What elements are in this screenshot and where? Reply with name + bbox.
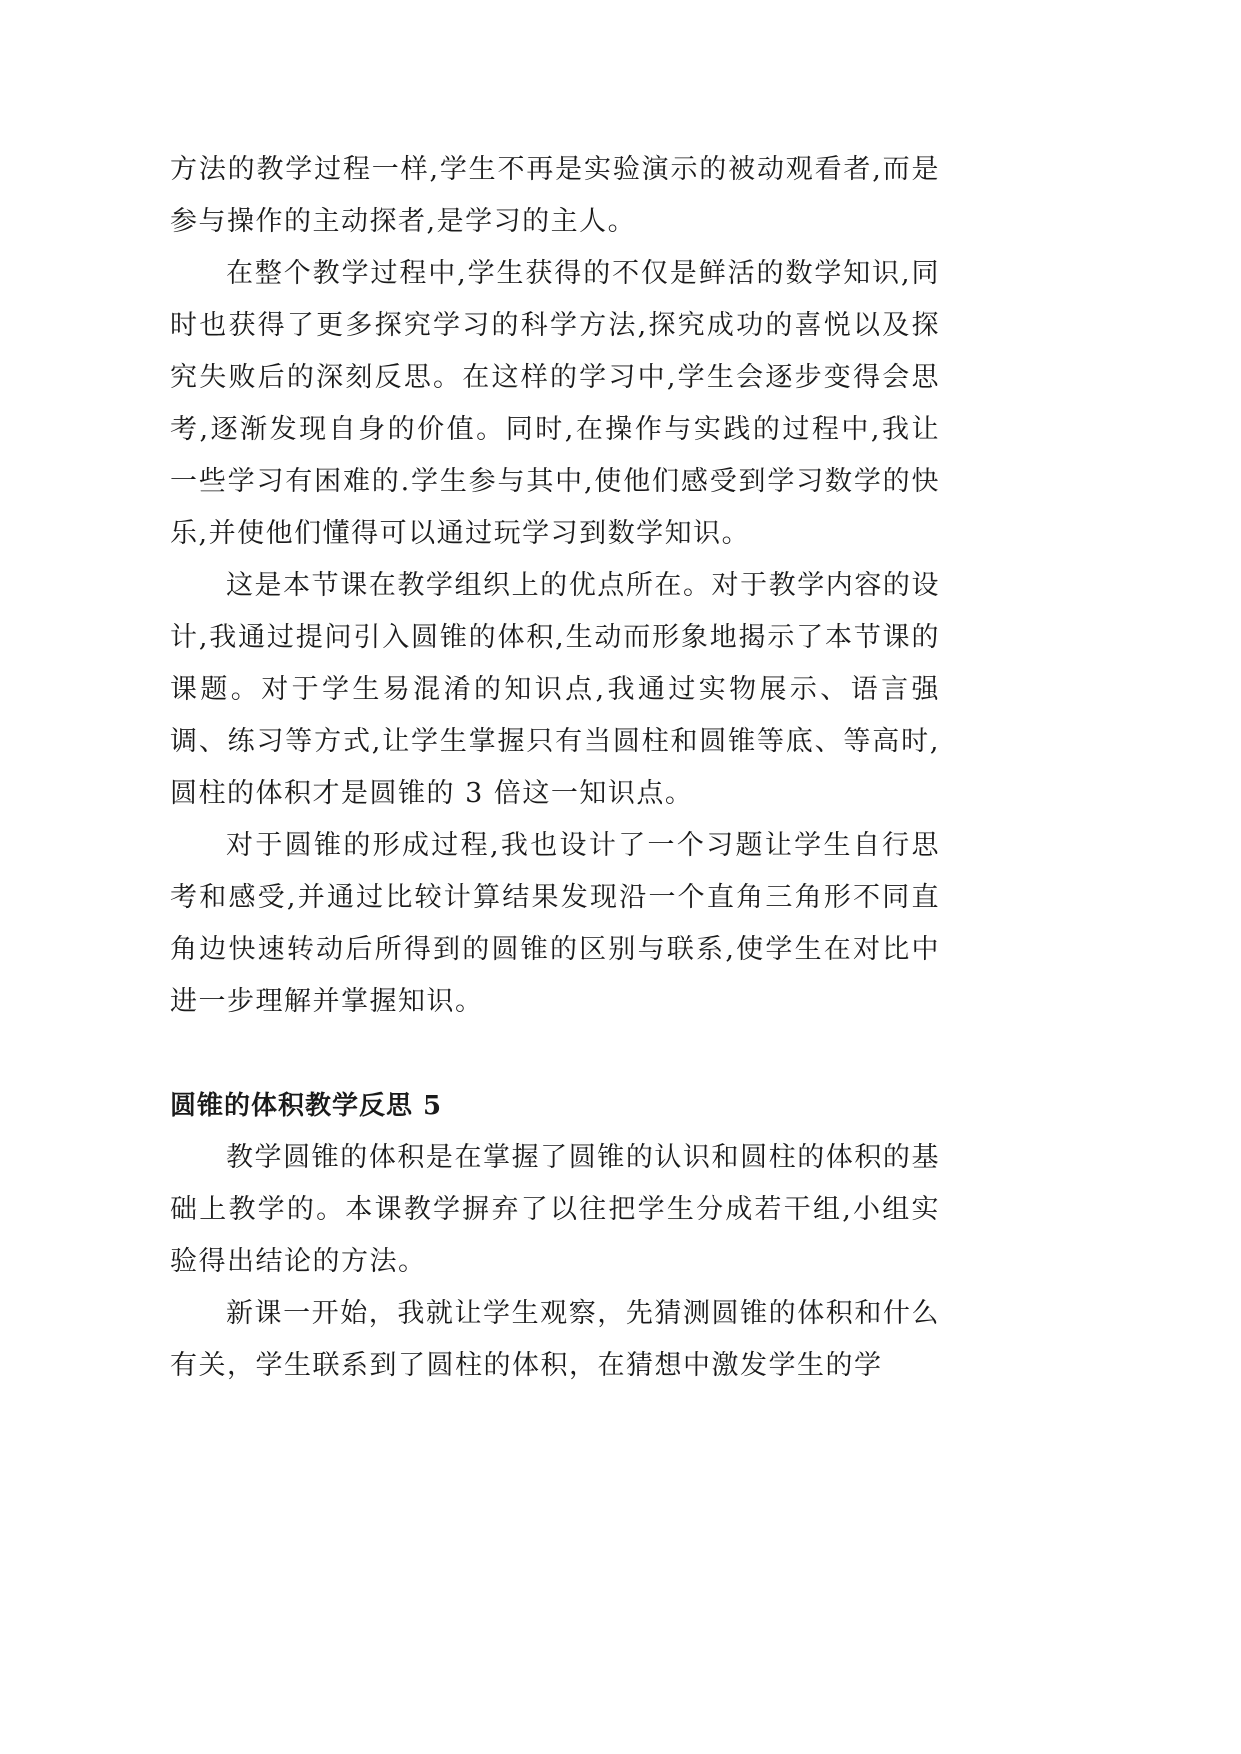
paragraph-continuation: 方法的教学过程一样,学生不再是实验演示的被动观看者,而是参与操作的主动探者,是学习的主人。 — [170, 154, 940, 237]
paragraph: 在整个教学过程中,学生获得的不仅是鲜活的数学知识,同时也获得了更多探究学习的科学方法,探究成功的喜悦以及探究失败后的深刻反思。在这样的学习中,学生会逐步变得会思考,逐渐发现自身的价值。同时,在操作与实践的过程中,我让一些学习有困难的.学生参与其中,使他们感受到学习数学的快乐,并使他们懂得可以通过玩学习到数学知识。 — [170, 258, 940, 549]
paragraph: 对于圆锥的形成过程,我也设计了一个习题让学生自行思考和感受,并通过比较计算结果发现沿一个直角三角形不同直角边快速转动后所得到的圆锥的区别与联系,使学生在对比中进一步理解并掌握知识。 — [170, 830, 940, 1017]
paragraph: 新课一开始，我就让学生观察，先猜测圆锥的体积和什么有关，学生联系到了圆柱的体积，在猜想中激发学生的学 — [170, 1298, 940, 1381]
section-title: 圆锥的体积教学反思 5 — [170, 1091, 443, 1121]
paragraph: 教学圆锥的体积是在掌握了圆锥的认识和圆柱的体积的基础上教学的。本课教学摒弃了以往把学生分成若干组,小组实验得出结论的方法。 — [170, 1142, 940, 1277]
document-page — [170, 0, 940, 1556]
paragraph: 这是本节课在教学组织上的优点所在。对于教学内容的设计,我通过提问引入圆锥的体积,生动而形象地揭示了本节课的课题。对于学生易混淆的知识点,我通过实物展示、语言强调、练习等方式,让学生掌握只有当圆柱和圆锥等底、等高时,圆柱的体积才是圆锥的 3 倍这一知识点。 — [170, 570, 940, 809]
